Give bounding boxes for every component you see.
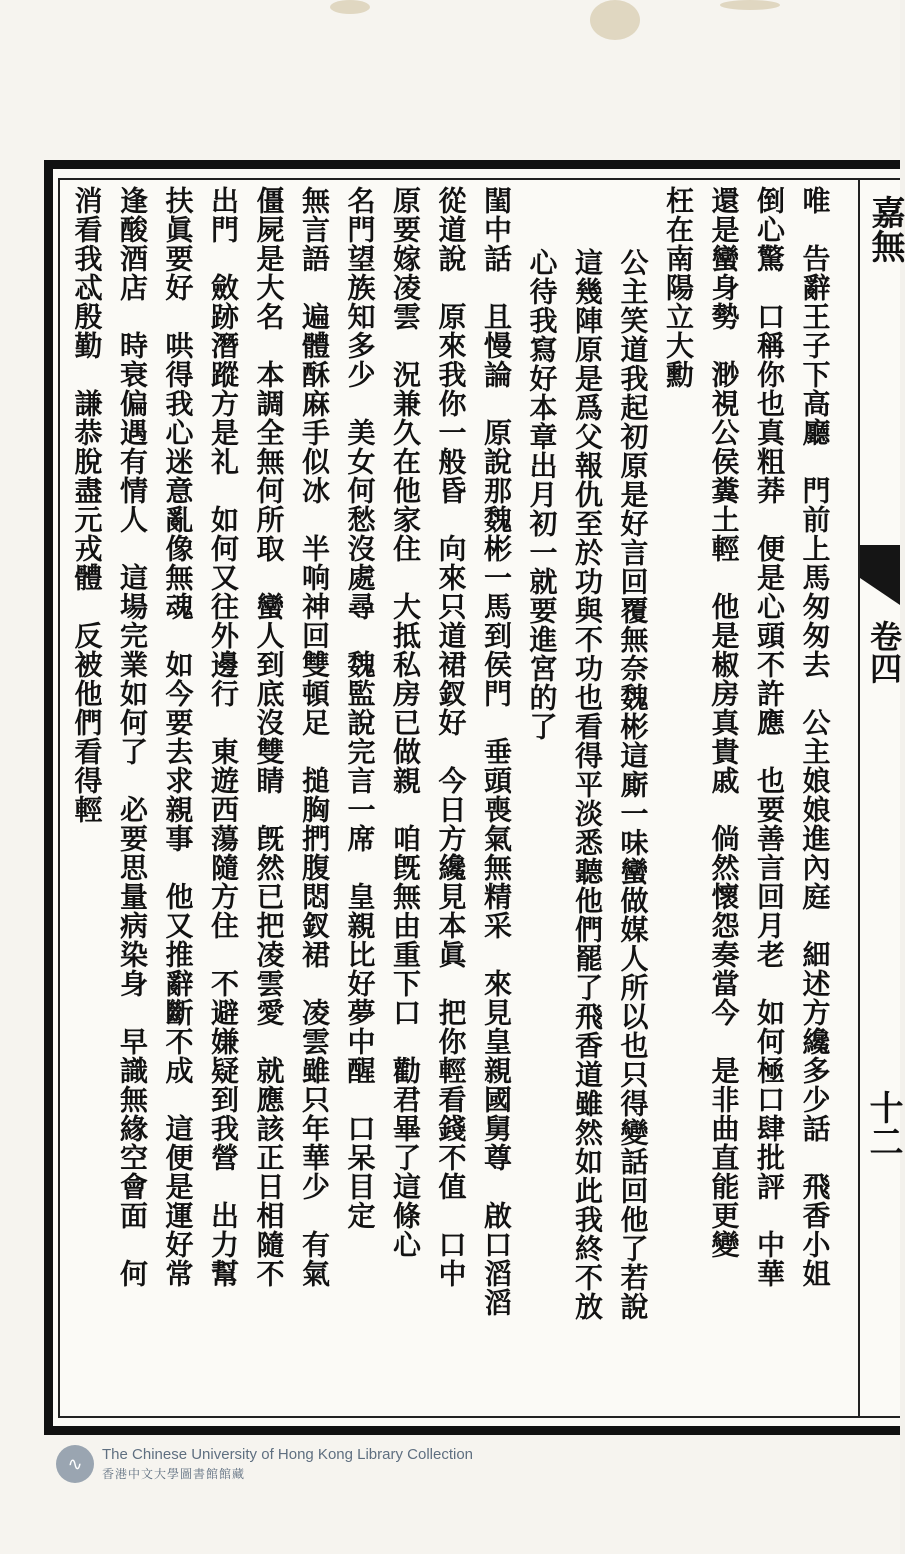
cuhk-logo-icon: ∿ — [56, 1445, 94, 1483]
text-column: 這幾陣原是爲父報仇至於功與不功也看得平淡悉聽他們罷了飛香道雖然如此我終不放 — [571, 248, 604, 1321]
paper-stain — [590, 0, 640, 40]
text-column: 枉在南陽立大勳 — [662, 186, 695, 389]
text-body — [66, 186, 846, 1416]
margin-volume-label: 卷四 — [865, 620, 903, 684]
text-column: 還是蠻身勢 渺視公侯糞土輕 他是椒房真貴戚 倘然懷怨奏當今 是非曲直能更變 — [707, 186, 741, 1259]
text-column: 閨中話 且慢論 原說那魏彬一馬到侯門 垂頭喪氣無精采 來見皇親國舅尊 啟口滔滔 — [480, 186, 513, 1317]
library-footer — [56, 1445, 473, 1483]
text-column: 從道說 原來我你一般昏 向來只道裙釵好 今日方纔見本眞 把你輕看錢不值 口中 — [434, 186, 468, 1288]
text-column: 公主笑道我起初原是好言回覆無奈魏彬這廝一味蠻做媒人所以也只得變話回他了若說 — [616, 248, 650, 1321]
margin-page-number: 十二 — [863, 1090, 903, 1158]
text-column: 逢酸酒店 時衰偏遇有情人 這場完業如何了 必要思量病染身 早識無緣空會面 何 — [116, 186, 149, 1288]
footer-chinese: 香港中文大學圖書館館藏 — [102, 1467, 246, 1481]
paper-stain — [720, 0, 780, 10]
margin-book-title: 嘉無 — [865, 195, 905, 263]
text-column: 僵屍是大名 本調全無何所取 蠻人到底沒雙睛 旣然已把凌雲愛 就應該正日相隨不 — [252, 186, 286, 1288]
text-column: 心待我寫好本章出月初一就要進宮的了 — [525, 248, 559, 741]
text-column: 無言語 遍體酥麻手似冰 半响神回雙頓足 搥胸捫腹悶釵裙 凌雲雖只年華少 有氣 — [298, 186, 331, 1288]
text-column: 倒心驚 口稱你也真粗莽 便是心頭不許應 也要善言回月老 如何極口肆批評 中華 — [753, 186, 786, 1288]
gutter-divider — [858, 178, 860, 1418]
paper-stain — [330, 0, 370, 14]
text-column: 消看我忒殷勤 謙恭脫盡元戎體 反被他們看得輕 — [70, 186, 104, 824]
text-column: 出門 斂跡潛蹤方是礼 如何又往外邊行 東遊西蕩隨方住 不避嫌疑到我營 出力幫 — [207, 186, 240, 1288]
text-column: 扶眞要好 哄得我心迷意亂像無魂 如今要去求親事 他又推辭斷不成 這便是運好常 — [161, 186, 195, 1288]
footer-english: The Chinese University of Hong Kong Library Collection — [102, 1446, 474, 1463]
text-column: 名門望族知多少 美女何愁沒處尋 魏監說完言一席 皇親比好夢中醒 口呆目定 — [343, 186, 377, 1230]
text-column: 原要嫁凌雲 況兼久在他家住 大抵私房已做親 咱旣無由重下口 勸君畢了這條心 — [389, 186, 422, 1259]
text-column: 唯 告辭王子下高廳 門前上馬匆匆去 公主娘娘進內庭 細述方纔多少話 飛香小姐 — [798, 186, 832, 1288]
